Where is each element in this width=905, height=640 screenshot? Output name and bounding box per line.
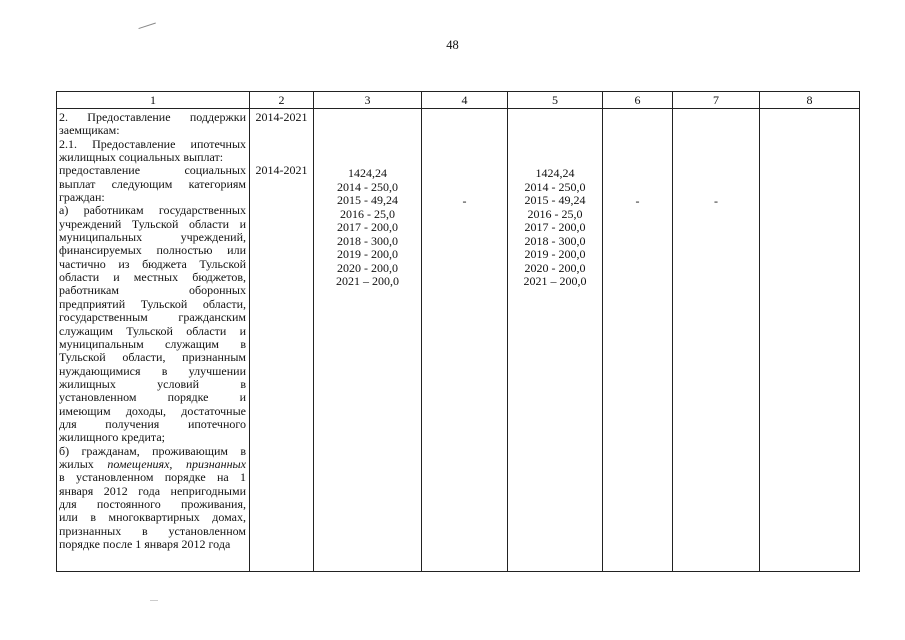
col7-cell: -	[673, 109, 760, 572]
desc-line: области и местных бюджетов,	[59, 270, 246, 285]
desc-line: предприятий Тульской области,	[59, 296, 246, 311]
value-year: 2016 - 25,0	[340, 206, 395, 221]
total-funding-cell	[314, 109, 422, 572]
desc-line: муниципальным служащим в	[59, 336, 246, 351]
value-total: 1424,24	[348, 166, 387, 180]
program-table	[56, 91, 860, 572]
desc-line: а) работникам государственных	[59, 203, 246, 218]
desc-line: для получения ипотечного	[59, 416, 246, 431]
header-row	[57, 92, 860, 109]
desc-line: граждан:	[59, 190, 105, 205]
value-year: 2015 - 49,24	[524, 193, 586, 207]
value-year: 2017 - 200,0	[337, 220, 398, 234]
desc-line: нуждающимися в улучшении	[59, 363, 246, 378]
value-year: 2018 - 300,0	[337, 233, 398, 248]
desc-line: признанных в установленном	[59, 523, 246, 538]
desc-line: жилищного кредита;	[59, 430, 165, 445]
value-year: 2021 – 200,0	[523, 274, 587, 288]
desc-line: выплат следующим категориям	[59, 176, 246, 191]
desc-line: 2. Предоставление поддержки	[59, 110, 246, 124]
desc-line: работникам оборонных	[59, 283, 246, 298]
desc-line: финансируемых полностью или	[59, 243, 246, 258]
value-year: 2021 – 200,0	[336, 274, 399, 288]
desc-line	[59, 458, 246, 471]
table-row	[57, 109, 860, 572]
desc-line: частично из бюджета Тульской	[59, 256, 246, 271]
value-year: 2019 - 200,0	[524, 247, 586, 261]
desc-line: для постоянного проживания,	[59, 496, 246, 511]
value-year: 2019 - 200,0	[337, 247, 398, 261]
desc-line: учреждений Тульской области и	[59, 216, 246, 231]
desc-line: Тульской области, признанным	[59, 350, 246, 365]
desc-line: государственным гражданским	[59, 310, 246, 325]
value-year: 2016 - 25,0	[527, 206, 583, 221]
header-col-7: 7	[673, 92, 760, 109]
value-year: 2014 - 250,0	[337, 179, 398, 194]
period-1: 2014-2021	[255, 110, 308, 124]
header-col-1: 1	[57, 92, 250, 109]
desc-text: жилых	[59, 456, 108, 471]
value-total: 1424,24	[535, 166, 575, 180]
value-year: 2020 - 200,0	[337, 260, 398, 275]
measure-description-cell	[57, 109, 250, 572]
desc-text-italic: помещениях, признанных	[107, 456, 247, 471]
col6-cell: -	[603, 109, 673, 572]
header-col-8: 8	[760, 92, 860, 109]
desc-line: порядке после 1 января 2012 года	[59, 537, 231, 551]
header-col-3: 3	[314, 92, 422, 109]
col5-funding-cell	[508, 109, 603, 572]
desc-line: 2.1. Предоставление ипотечных	[59, 136, 246, 151]
value-year: 2020 - 200,0	[524, 260, 586, 275]
desc-line: предоставление социальных	[59, 163, 246, 178]
header-col-4: 4	[422, 92, 508, 109]
value-year: 2017 - 200,0	[524, 220, 586, 234]
desc-line: служащим Тульской области и	[59, 323, 246, 338]
desc-line: установленном порядке и	[59, 390, 246, 405]
desc-line: муниципальных учреждений,	[59, 230, 246, 245]
desc-line: имеющим доходы, достаточные	[59, 403, 246, 418]
value-year: 2015 - 49,24	[337, 193, 398, 207]
col8-cell	[760, 109, 860, 572]
desc-line: или в многоквартирных домах,	[59, 510, 246, 525]
desc-line: б) гражданам, проживающим в	[59, 443, 246, 458]
desc-line: заемщикам:	[59, 123, 120, 138]
desc-line: жилищных условий в	[59, 376, 246, 391]
value-year: 2018 - 300,0	[524, 233, 586, 248]
desc-line: жилищных социальных выплат:	[59, 150, 224, 165]
period-cell	[250, 109, 314, 572]
period-2: 2014-2021	[255, 163, 308, 178]
header-col-2: 2	[250, 92, 314, 109]
header-col-5: 5	[508, 92, 603, 109]
scan-artifact-dot	[150, 600, 158, 601]
value-year: 2014 - 250,0	[524, 179, 586, 194]
desc-line: января 2012 года непригодными	[59, 483, 246, 498]
col4-cell: -	[422, 109, 508, 572]
header-col-6: 6	[603, 92, 673, 109]
page-number: 48	[446, 38, 459, 52]
desc-line: в установленном порядке на 1	[59, 470, 246, 485]
